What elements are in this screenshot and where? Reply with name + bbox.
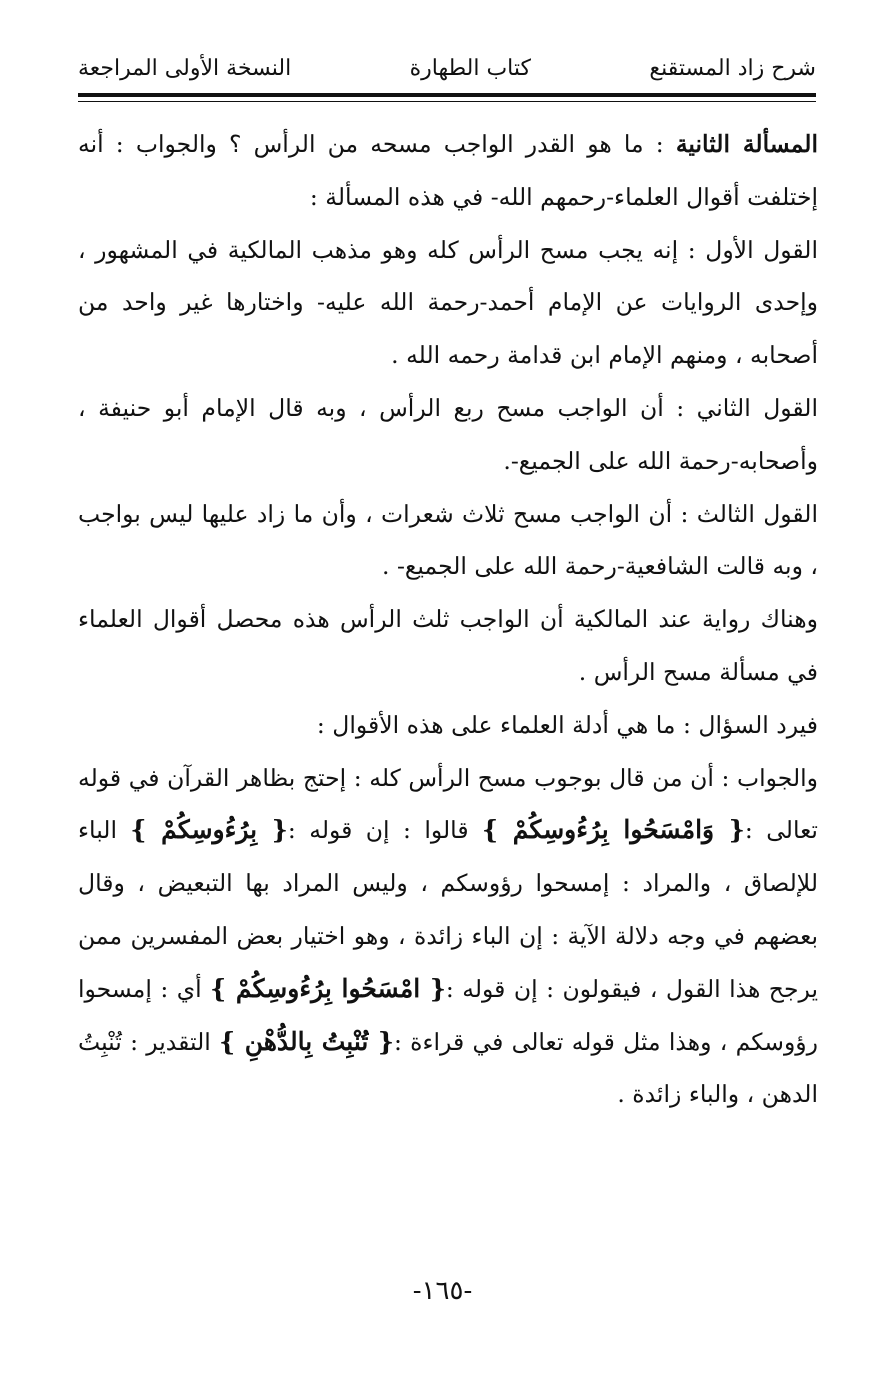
quran-verse-1: { وَامْسَحُوا بِرُءُوسِكُمْ } (482, 815, 745, 845)
book-title: شرح زاد المستقنع (649, 55, 816, 81)
page-header (78, 48, 816, 88)
paragraph-maliki-narration: وهناك رواية عند المالكية أن الواجب ثلث الرأس هذه محصل أقوال العلماء في مسألة مسح الرأس . (78, 605, 818, 686)
answer-text-5: التقدير : تُنْبِتُ الدهن ، والباء زائدة . (78, 1027, 818, 1109)
answer-text-1: والجواب : أن من قال بوجوب مسح الرأس كله : إحتج بظاهر القرآن في قوله تعالى : (78, 763, 818, 845)
paragraph-evidence-question: فيرد السؤال : ما هي أدلة العلماء على هذه الأقوال : (316, 710, 818, 739)
question-text: : ما هو القدر الواجب مسحه من الرأس ؟ والجواب : أنه إختلفت أقوال العلماء-رحمهم الله- في هذه المسألة : (78, 130, 818, 211)
quran-verse-3: { امْسَحُوا بِرُءُوسِكُمْ } (210, 973, 446, 1003)
question-heading: المسألة الثانية (675, 130, 818, 158)
paragraph-first-opinion: القول الأول : إنه يجب مسح الرأس كله وهو مذهب المالكية في المشهور ، وإحدى الروايات عن الإمام أحمد-رحمة الله عليه- واختارها غير واحد من أصحابه ، ومنهم الإمام ابن قدامة رحمه الله . (78, 235, 818, 370)
paragraph-second-opinion: القول الثاني : أن الواجب مسح ربع الرأس ، وبه قال الإمام أبو حنيفة ، وأصحابه-رحمة الله على الجميع-. (78, 393, 818, 475)
chapter-title: كتاب الطهارة (409, 55, 531, 81)
paragraph-third-opinion: القول الثالث : أن الواجب مسح ثلاث شعرات ، وأن ما زاد عليها ليس بواجب ، وبه قالت الشافعية-رحمة الله على الجميع- . (78, 499, 818, 581)
paragraph-evidence-answer (78, 752, 818, 1122)
paragraph-question (78, 118, 818, 224)
header-rule-thin (78, 101, 816, 102)
header-rule-thick (78, 93, 816, 97)
answer-text-3: الباء للإلصاق ، والمراد : إمسحوا رؤوسكم ، وليس المراد بها التبعيض ، وقال بعضهم في وجه دلالة الآية : إن الباء زائدة ، وهو اختيار بعض المفسرين ممن يرجح هذا القول ، فيقولون : إن قوله : (78, 816, 819, 1003)
quran-verse-4: { تُنْبِتُ بِالدُّهْنِ } (219, 1026, 394, 1056)
page-number: -١٦٥- (412, 1276, 473, 1306)
answer-text-2: قالوا : إن قوله : (287, 816, 483, 845)
answer-text-4: أي : إمسحوا رؤوسكم ، وهذا مثل قوله تعالى في قراءة : (78, 974, 818, 1056)
main-text (78, 118, 818, 1121)
quran-verse-2: { بِرُءُوسِكُمْ } (130, 815, 288, 845)
edition-note: النسخة الأولى المراجعة (78, 55, 292, 81)
